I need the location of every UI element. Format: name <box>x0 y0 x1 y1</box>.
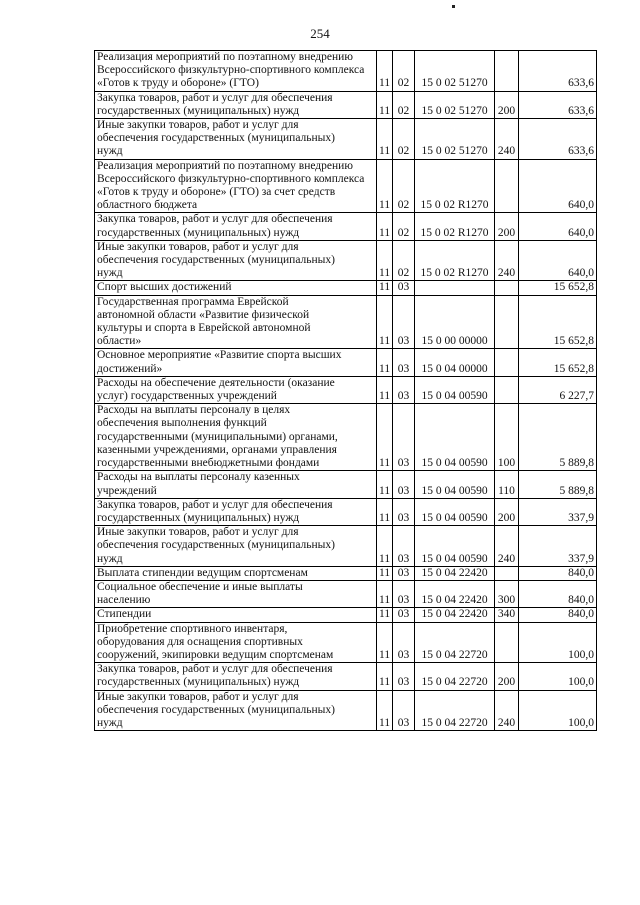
expense-type-cell: 200 <box>495 663 519 690</box>
table-row <box>95 471 597 498</box>
section-code-cell: 11 <box>377 213 393 240</box>
table-row <box>95 498 597 525</box>
expense-type-cell: 200 <box>495 213 519 240</box>
target-article-cell: 15 0 02 51270 <box>415 119 495 160</box>
amount-cell: 15 652,8 <box>519 295 597 349</box>
amount-cell: 100,0 <box>519 690 597 731</box>
expense-type-cell: 300 <box>495 580 519 607</box>
expense-type-cell <box>495 566 519 580</box>
subsection-code-cell: 02 <box>393 119 415 160</box>
table-row <box>95 663 597 690</box>
section-code-cell: 11 <box>377 159 393 213</box>
subsection-code-cell: 02 <box>393 91 415 118</box>
subsection-code-cell: 03 <box>393 526 415 567</box>
expense-type-cell: 110 <box>495 471 519 498</box>
subsection-code-cell: 03 <box>393 608 415 622</box>
target-article-cell: 15 0 04 22420 <box>415 608 495 622</box>
budget-table-body <box>95 51 597 731</box>
table-row <box>95 580 597 607</box>
section-code-cell: 11 <box>377 526 393 567</box>
subsection-code-cell: 03 <box>393 498 415 525</box>
subsection-code-cell: 03 <box>393 471 415 498</box>
amount-cell: 840,0 <box>519 580 597 607</box>
table-row <box>95 526 597 567</box>
subsection-code-cell: 03 <box>393 622 415 663</box>
section-code-cell: 11 <box>377 404 393 471</box>
subsection-code-cell: 02 <box>393 213 415 240</box>
amount-cell: 337,9 <box>519 498 597 525</box>
subsection-code-cell: 02 <box>393 51 415 92</box>
target-article-cell: 15 0 02 51270 <box>415 51 495 92</box>
target-article-cell: 15 0 00 00000 <box>415 295 495 349</box>
subsection-code-cell: 03 <box>393 663 415 690</box>
table-row <box>95 690 597 731</box>
section-code-cell: 11 <box>377 608 393 622</box>
page-number: 254 <box>310 26 330 41</box>
subsection-code-cell: 02 <box>393 159 415 213</box>
amount-cell: 5 889,8 <box>519 404 597 471</box>
expense-type-cell: 240 <box>495 119 519 160</box>
table-row <box>95 91 597 118</box>
subsection-code-cell: 03 <box>393 349 415 376</box>
row-name-cell: Реализация мероприятий по поэтапному внедрению Всероссийского физкультурно-спортивного комплекса «Готов к труду и обороне» (ГТО) за счет средств областного бюджета <box>95 159 377 213</box>
amount-cell: 100,0 <box>519 622 597 663</box>
section-code-cell: 11 <box>377 51 393 92</box>
expense-type-cell <box>495 622 519 663</box>
row-name-cell: Спорт высших достижений <box>95 281 377 295</box>
expense-type-cell: 240 <box>495 240 519 281</box>
section-code-cell: 11 <box>377 690 393 731</box>
amount-cell: 633,6 <box>519 51 597 92</box>
row-name-cell: Иные закупки товаров, работ и услуг для обеспечения государственных (муниципальных) нужд <box>95 119 377 160</box>
amount-cell: 640,0 <box>519 240 597 281</box>
section-code-cell: 11 <box>377 663 393 690</box>
target-article-cell: 15 0 04 00590 <box>415 471 495 498</box>
table-row <box>95 376 597 403</box>
table-row <box>95 608 597 622</box>
section-code-cell: 11 <box>377 349 393 376</box>
row-name-cell: Иные закупки товаров, работ и услуг для обеспечения государственных (муниципальных) нужд <box>95 526 377 567</box>
expense-type-cell <box>495 376 519 403</box>
expense-type-cell <box>495 281 519 295</box>
target-article-cell: 15 0 04 22420 <box>415 580 495 607</box>
row-name-cell: Государственная программа Еврейской автономной области «Развитие физической культуры и спорта в Еврейской автономной области» <box>95 295 377 349</box>
expense-type-cell: 100 <box>495 404 519 471</box>
table-row <box>95 622 597 663</box>
row-name-cell: Закупка товаров, работ и услуг для обеспечения государственных (муниципальных) нужд <box>95 91 377 118</box>
table-row <box>95 159 597 213</box>
row-name-cell: Расходы на выплаты персоналу казенных учреждений <box>95 471 377 498</box>
section-code-cell: 11 <box>377 91 393 118</box>
subsection-code-cell: 03 <box>393 295 415 349</box>
subsection-code-cell: 03 <box>393 580 415 607</box>
target-article-cell: 15 0 04 00590 <box>415 526 495 567</box>
subsection-code-cell: 03 <box>393 281 415 295</box>
table-row <box>95 213 597 240</box>
row-name-cell: Социальное обеспечение и иные выплаты населению <box>95 580 377 607</box>
expense-type-cell: 240 <box>495 526 519 567</box>
section-code-cell: 11 <box>377 281 393 295</box>
target-article-cell: 15 0 02 R1270 <box>415 240 495 281</box>
row-name-cell: Закупка товаров, работ и услуг для обеспечения государственных (муниципальных) нужд <box>95 663 377 690</box>
table-row <box>95 349 597 376</box>
target-article-cell: 15 0 02 51270 <box>415 91 495 118</box>
target-article-cell: 15 0 04 22720 <box>415 690 495 731</box>
subsection-code-cell: 03 <box>393 566 415 580</box>
target-article-cell: 15 0 04 00590 <box>415 404 495 471</box>
table-row <box>95 119 597 160</box>
expense-type-cell: 200 <box>495 498 519 525</box>
target-article-cell: 15 0 04 00590 <box>415 376 495 403</box>
section-code-cell: 11 <box>377 471 393 498</box>
scan-speck <box>452 5 455 8</box>
row-name-cell: Расходы на выплаты персоналу в целях обеспечения выполнения функций государственными (муниципальными) органами, казенными учреждениями, органами управления государственными внебюджетными фондами <box>95 404 377 471</box>
budget-table <box>94 50 597 731</box>
expense-type-cell: 200 <box>495 91 519 118</box>
target-article-cell: 15 0 04 00590 <box>415 498 495 525</box>
target-article-cell: 15 0 02 R1270 <box>415 159 495 213</box>
section-code-cell: 11 <box>377 240 393 281</box>
section-code-cell: 11 <box>377 498 393 525</box>
row-name-cell: Закупка товаров, работ и услуг для обеспечения государственных (муниципальных) нужд <box>95 213 377 240</box>
amount-cell: 100,0 <box>519 663 597 690</box>
amount-cell: 840,0 <box>519 566 597 580</box>
row-name-cell: Выплата стипендии ведущим спортсменам <box>95 566 377 580</box>
amount-cell: 6 227,7 <box>519 376 597 403</box>
row-name-cell: Иные закупки товаров, работ и услуг для обеспечения государственных (муниципальных) нужд <box>95 690 377 731</box>
target-article-cell: 15 0 04 22720 <box>415 663 495 690</box>
expense-type-cell: 240 <box>495 690 519 731</box>
target-article-cell: 15 0 04 00000 <box>415 349 495 376</box>
section-code-cell: 11 <box>377 622 393 663</box>
section-code-cell: 11 <box>377 580 393 607</box>
amount-cell: 337,9 <box>519 526 597 567</box>
amount-cell: 633,6 <box>519 119 597 160</box>
target-article-cell: 15 0 04 22720 <box>415 622 495 663</box>
expense-type-cell <box>495 349 519 376</box>
amount-cell: 640,0 <box>519 213 597 240</box>
row-name-cell: Реализация мероприятий по поэтапному внедрению Всероссийского физкультурно-спортивного комплекса «Готов к труду и обороне» (ГТО) <box>95 51 377 92</box>
subsection-code-cell: 03 <box>393 404 415 471</box>
amount-cell: 840,0 <box>519 608 597 622</box>
section-code-cell: 11 <box>377 376 393 403</box>
table-row <box>95 404 597 471</box>
amount-cell: 633,6 <box>519 91 597 118</box>
section-code-cell: 11 <box>377 119 393 160</box>
subsection-code-cell: 02 <box>393 240 415 281</box>
amount-cell: 15 652,8 <box>519 349 597 376</box>
section-code-cell: 11 <box>377 566 393 580</box>
table-row <box>95 566 597 580</box>
table-row <box>95 281 597 295</box>
row-name-cell: Стипендии <box>95 608 377 622</box>
table-row <box>95 240 597 281</box>
expense-type-cell <box>495 159 519 213</box>
table-row <box>95 51 597 92</box>
row-name-cell: Расходы на обеспечение деятельности (оказание услуг) государственных учреждений <box>95 376 377 403</box>
amount-cell: 640,0 <box>519 159 597 213</box>
expense-type-cell <box>495 295 519 349</box>
expense-type-cell <box>495 51 519 92</box>
target-article-cell: 15 0 04 22420 <box>415 566 495 580</box>
target-article-cell: 15 0 02 R1270 <box>415 213 495 240</box>
row-name-cell: Приобретение спортивного инвентаря, оборудования для оснащения спортивных сооружений, экипировки ведущим спортсменам <box>95 622 377 663</box>
amount-cell: 5 889,8 <box>519 471 597 498</box>
row-name-cell: Основное мероприятие «Развитие спорта высших достижений» <box>95 349 377 376</box>
section-code-cell: 11 <box>377 295 393 349</box>
row-name-cell: Закупка товаров, работ и услуг для обеспечения государственных (муниципальных) нужд <box>95 498 377 525</box>
subsection-code-cell: 03 <box>393 690 415 731</box>
amount-cell: 15 652,8 <box>519 281 597 295</box>
subsection-code-cell: 03 <box>393 376 415 403</box>
target-article-cell <box>415 281 495 295</box>
table-row <box>95 295 597 349</box>
row-name-cell: Иные закупки товаров, работ и услуг для обеспечения государственных (муниципальных) нужд <box>95 240 377 281</box>
expense-type-cell: 340 <box>495 608 519 622</box>
